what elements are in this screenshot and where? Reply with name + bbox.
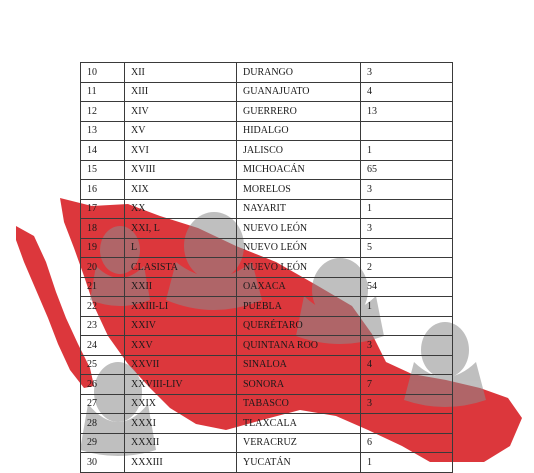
table-row <box>81 355 453 375</box>
table-cell: XIII <box>125 82 237 102</box>
table-cell: 19 <box>81 238 125 258</box>
table-row <box>81 219 453 239</box>
table-cell: 1 <box>361 453 453 473</box>
data-table <box>80 62 453 473</box>
table-row <box>81 160 453 180</box>
table-row <box>81 121 453 141</box>
table-cell: XXXI <box>125 414 237 434</box>
table-cell: 7 <box>361 375 453 395</box>
table-cell: CLASISTA <box>125 258 237 278</box>
table-cell: 11 <box>81 82 125 102</box>
table-cell: XXIV <box>125 316 237 336</box>
table-row <box>81 453 453 473</box>
table-cell: 25 <box>81 355 125 375</box>
table-cell: 18 <box>81 219 125 239</box>
table-cell: 3 <box>361 63 453 83</box>
table-cell: 1 <box>361 297 453 317</box>
table-cell: 23 <box>81 316 125 336</box>
table-row <box>81 141 453 161</box>
table-cell: 20 <box>81 258 125 278</box>
table-cell: GUANAJUATO <box>237 82 361 102</box>
table-cell: XXVII <box>125 355 237 375</box>
table-cell: XX <box>125 199 237 219</box>
table-cell: 3 <box>361 219 453 239</box>
table-cell: XXXIII <box>125 453 237 473</box>
table-cell: DURANGO <box>237 63 361 83</box>
table-cell: XXIX <box>125 394 237 414</box>
table-cell: L <box>125 238 237 258</box>
table-cell: 13 <box>361 102 453 122</box>
table-row <box>81 316 453 336</box>
table-cell: XXII <box>125 277 237 297</box>
table-row <box>81 336 453 356</box>
table-cell: NUEVO LEÓN <box>237 219 361 239</box>
table-cell: XXV <box>125 336 237 356</box>
table-row <box>81 82 453 102</box>
table-cell: 28 <box>81 414 125 434</box>
table-cell: YUCATÁN <box>237 453 361 473</box>
table-cell: HIDALGO <box>237 121 361 141</box>
table-cell: 16 <box>81 180 125 200</box>
table-row <box>81 238 453 258</box>
table-cell: MORELOS <box>237 180 361 200</box>
table-cell: 12 <box>81 102 125 122</box>
table-cell: XXXII <box>125 433 237 453</box>
table-cell: XVI <box>125 141 237 161</box>
table-cell: QUERÉTARO <box>237 316 361 336</box>
table-cell: 17 <box>81 199 125 219</box>
table-cell: XVIII <box>125 160 237 180</box>
table-cell <box>361 316 453 336</box>
table-cell: XV <box>125 121 237 141</box>
table-cell: 3 <box>361 394 453 414</box>
table-cell: TLAXCALA <box>237 414 361 434</box>
table-row <box>81 297 453 317</box>
table-cell: 15 <box>81 160 125 180</box>
table-cell: 10 <box>81 63 125 83</box>
table-cell: NUEVO LEÓN <box>237 238 361 258</box>
table-cell: 3 <box>361 180 453 200</box>
table-cell: 4 <box>361 355 453 375</box>
table-row <box>81 375 453 395</box>
table-cell: NUEVO LEÓN <box>237 258 361 278</box>
table-cell: NAYARIT <box>237 199 361 219</box>
table-cell: 3 <box>361 336 453 356</box>
table-cell: 29 <box>81 433 125 453</box>
table-cell: XXI, L <box>125 219 237 239</box>
table-cell <box>361 414 453 434</box>
table-cell: XIV <box>125 102 237 122</box>
table-cell: 13 <box>81 121 125 141</box>
table-cell: VERACRUZ <box>237 433 361 453</box>
table-row <box>81 180 453 200</box>
table-row <box>81 433 453 453</box>
table-row <box>81 102 453 122</box>
table-row <box>81 63 453 83</box>
table-cell: 14 <box>81 141 125 161</box>
table-row <box>81 199 453 219</box>
table-cell <box>361 121 453 141</box>
table-cell: SINALOA <box>237 355 361 375</box>
table-cell: 2 <box>361 258 453 278</box>
table-cell: 30 <box>81 453 125 473</box>
table-cell: 54 <box>361 277 453 297</box>
table-cell: 65 <box>361 160 453 180</box>
table-cell: OAXACA <box>237 277 361 297</box>
table-cell: 27 <box>81 394 125 414</box>
table-cell: 22 <box>81 297 125 317</box>
table-cell: SONORA <box>237 375 361 395</box>
table-cell: 4 <box>361 82 453 102</box>
table-cell: 1 <box>361 141 453 161</box>
table-cell: QUINTANA ROO <box>237 336 361 356</box>
table-cell: PUEBLA <box>237 297 361 317</box>
table-row <box>81 258 453 278</box>
table-cell: 24 <box>81 336 125 356</box>
table-row <box>81 394 453 414</box>
table-cell: XXVIII-LIV <box>125 375 237 395</box>
table-cell: 5 <box>361 238 453 258</box>
table-cell: MICHOACÁN <box>237 160 361 180</box>
table-cell: 21 <box>81 277 125 297</box>
table-cell: XII <box>125 63 237 83</box>
table-cell: GUERRERO <box>237 102 361 122</box>
table-cell: 26 <box>81 375 125 395</box>
table-cell: 6 <box>361 433 453 453</box>
table-cell: TABASCO <box>237 394 361 414</box>
table-cell: JALISCO <box>237 141 361 161</box>
table-cell: 1 <box>361 199 453 219</box>
table-cell: XXIII-LI <box>125 297 237 317</box>
table-row <box>81 414 453 434</box>
table-row <box>81 277 453 297</box>
table-cell: XIX <box>125 180 237 200</box>
